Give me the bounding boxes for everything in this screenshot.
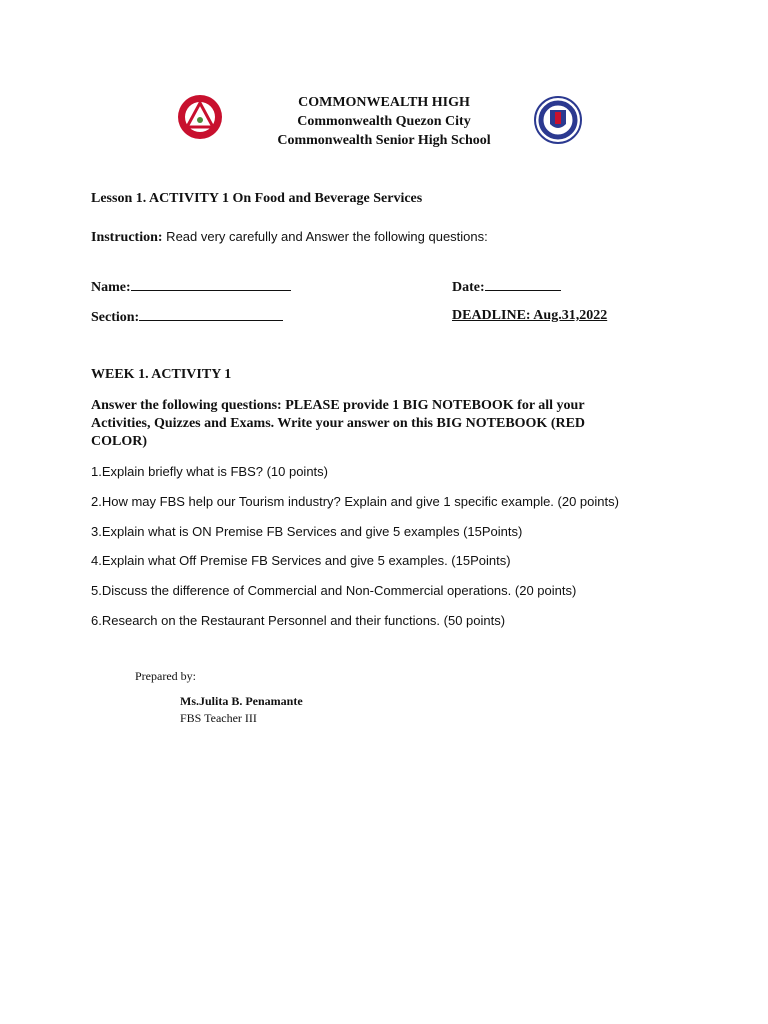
teacher-name: Ms.Julita B. Penamante: [180, 694, 303, 708]
prepared-by-label: Prepared by:: [135, 669, 196, 683]
question-item: 4.Explain what Off Premise FB Services and give 5 examples. (15Points): [91, 553, 511, 568]
date-blank[interactable]: [485, 278, 561, 291]
name-field[interactable]: [91, 278, 291, 296]
week-title: WEEK 1. ACTIVITY 1: [91, 367, 232, 382]
date-field[interactable]: [452, 278, 561, 296]
question-item: 2.How may FBS help our Tourism industry? Explain and give 1 specific example. (20 points): [91, 494, 619, 509]
school-name: COMMONWEALTH HIGH: [298, 95, 470, 110]
section-label: Section:: [91, 310, 140, 325]
section-field[interactable]: [91, 308, 283, 326]
section-blank[interactable]: [139, 308, 283, 321]
question-item: 3.Explain what is ON Premise FB Services and give 5 examples (15Points): [91, 524, 523, 539]
name-label: Name:: [91, 280, 131, 295]
teacher-title: FBS Teacher III: [180, 711, 257, 725]
question-item: 6.Research on the Restaurant Personnel and their functions. (50 points): [91, 613, 506, 628]
school-city: Commonwealth Quezon City: [297, 114, 471, 129]
notice: Answer the following questions: PLEASE provide 1 BIG NOTEBOOK for all your Activities, Quizzes and Exams. Write your answer on this BIG NOTEBOOK (RED COLOR): [91, 398, 586, 449]
instruction: [91, 229, 488, 246]
lesson-title: Lesson 1. ACTIVITY 1 On Food and Beverage Services: [91, 191, 423, 206]
school-division: Commonwealth Senior High School: [277, 133, 491, 148]
instruction-text: Read very carefully and Answer the following questions:: [162, 229, 488, 244]
date-label: Date:: [452, 280, 485, 295]
question-item: 5.Discuss the difference of Commercial and Non-Commercial operations. (20 points): [91, 583, 577, 598]
question-item: 1.Explain briefly what is FBS? (10 points): [91, 464, 328, 479]
question-list: [91, 464, 619, 643]
deadline: DEADLINE: Aug.31,2022: [452, 308, 608, 323]
instruction-label: Instruction:: [91, 230, 163, 245]
name-blank[interactable]: [131, 278, 291, 291]
